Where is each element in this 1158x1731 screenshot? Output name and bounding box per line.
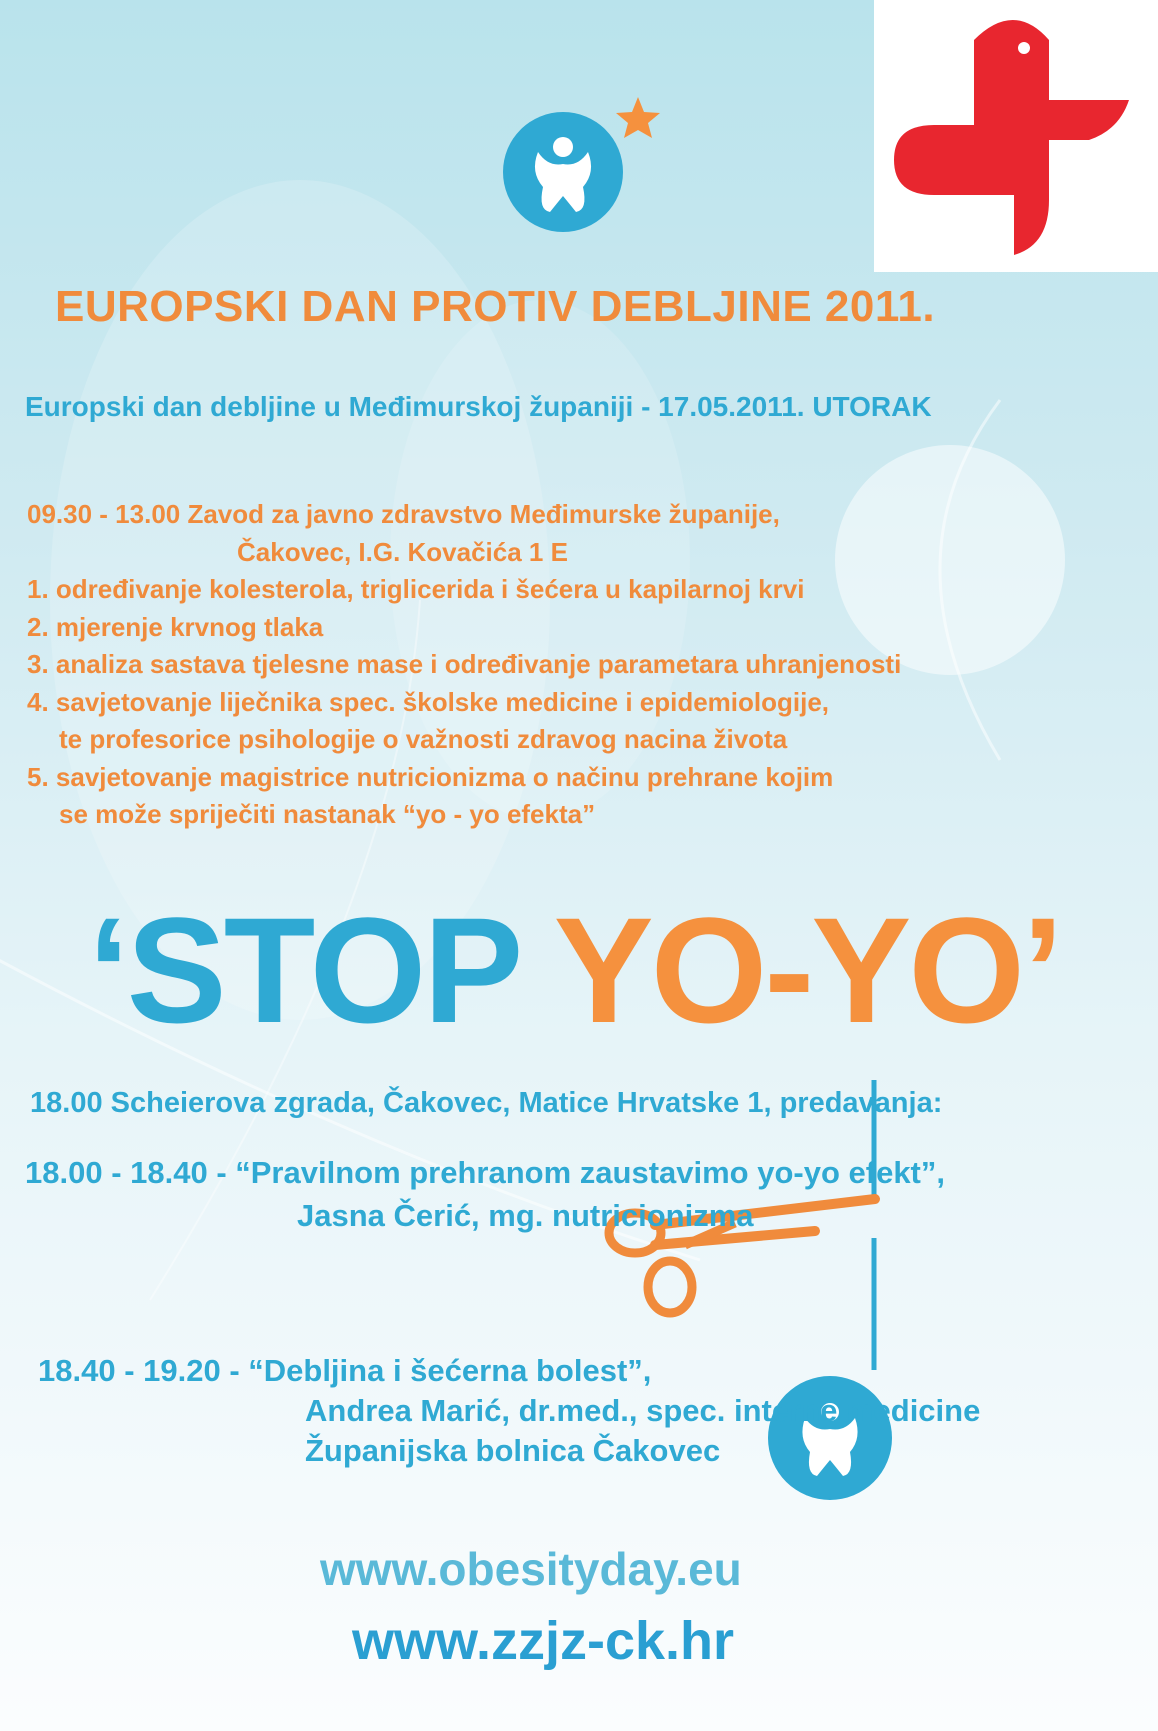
slogan-stop: ‘STOP — [88, 886, 554, 1054]
list-item: 4. savjetovanje liječnika spec. školske medicine i epidemiologije, — [27, 686, 830, 717]
schedule-address: Čakovec, I.G. Kovačića 1 E — [237, 536, 568, 567]
lecture1-speaker: Jasna Čerić, mg. nutricionizma — [297, 1198, 754, 1233]
zzjz-link[interactable]: www.zzjz-ck.hr — [352, 1611, 735, 1671]
page-title: EUROPSKI DAN PROTIV DEBLJINE 2011. — [55, 282, 936, 331]
list-item: 3. analiza sastava tjelesne mase i određivanje parametara uhranjenosti — [27, 649, 902, 679]
schedule-line: 09.30 - 13.00 Zavod za javno zdravstvo Međimurske županije, — [27, 499, 780, 529]
event-subtitle: Europski dan debljine u Međimurskoj županiji - 17.05.2011. UTORAK — [25, 391, 932, 422]
list-item: 5. savjetovanje magistrice nutricionizma o načinu prehrane kojim — [27, 761, 834, 792]
lecture2-affiliation: Županijska bolnica Čakovec — [305, 1433, 721, 1468]
lecture2-speaker: Andrea Marić, dr.med., spec. interne medicine — [305, 1393, 981, 1428]
lecture1-title: 18.00 - 18.40 - “Pravilnom prehranom zaustavimo yo-yo efekt”, — [25, 1155, 945, 1190]
obesityday-link[interactable]: www.obesityday.eu — [320, 1543, 742, 1595]
list-item: 2. mjerenje krvnog tlaka — [27, 611, 324, 642]
list-item-continuation: te profesorice psihologije o važnosti zdravog nacina života — [59, 724, 788, 754]
evening-heading: 18.00 Scheierova zgrada, Čakovec, Matice Hrvatske 1, predavanja: — [30, 1087, 943, 1119]
lecture2-title: 18.40 - 19.20 - “Debljina i šećerna bolest”, — [38, 1353, 652, 1388]
list-item: 1. određivanje kolesterola, triglicerida i šećera u kapilarnoj krvi — [27, 574, 805, 604]
list-item-continuation: se može spriječiti nastanak “yo - yo efekta” — [59, 799, 596, 829]
slogan-yoyo: YO-YO’ — [553, 886, 1061, 1054]
